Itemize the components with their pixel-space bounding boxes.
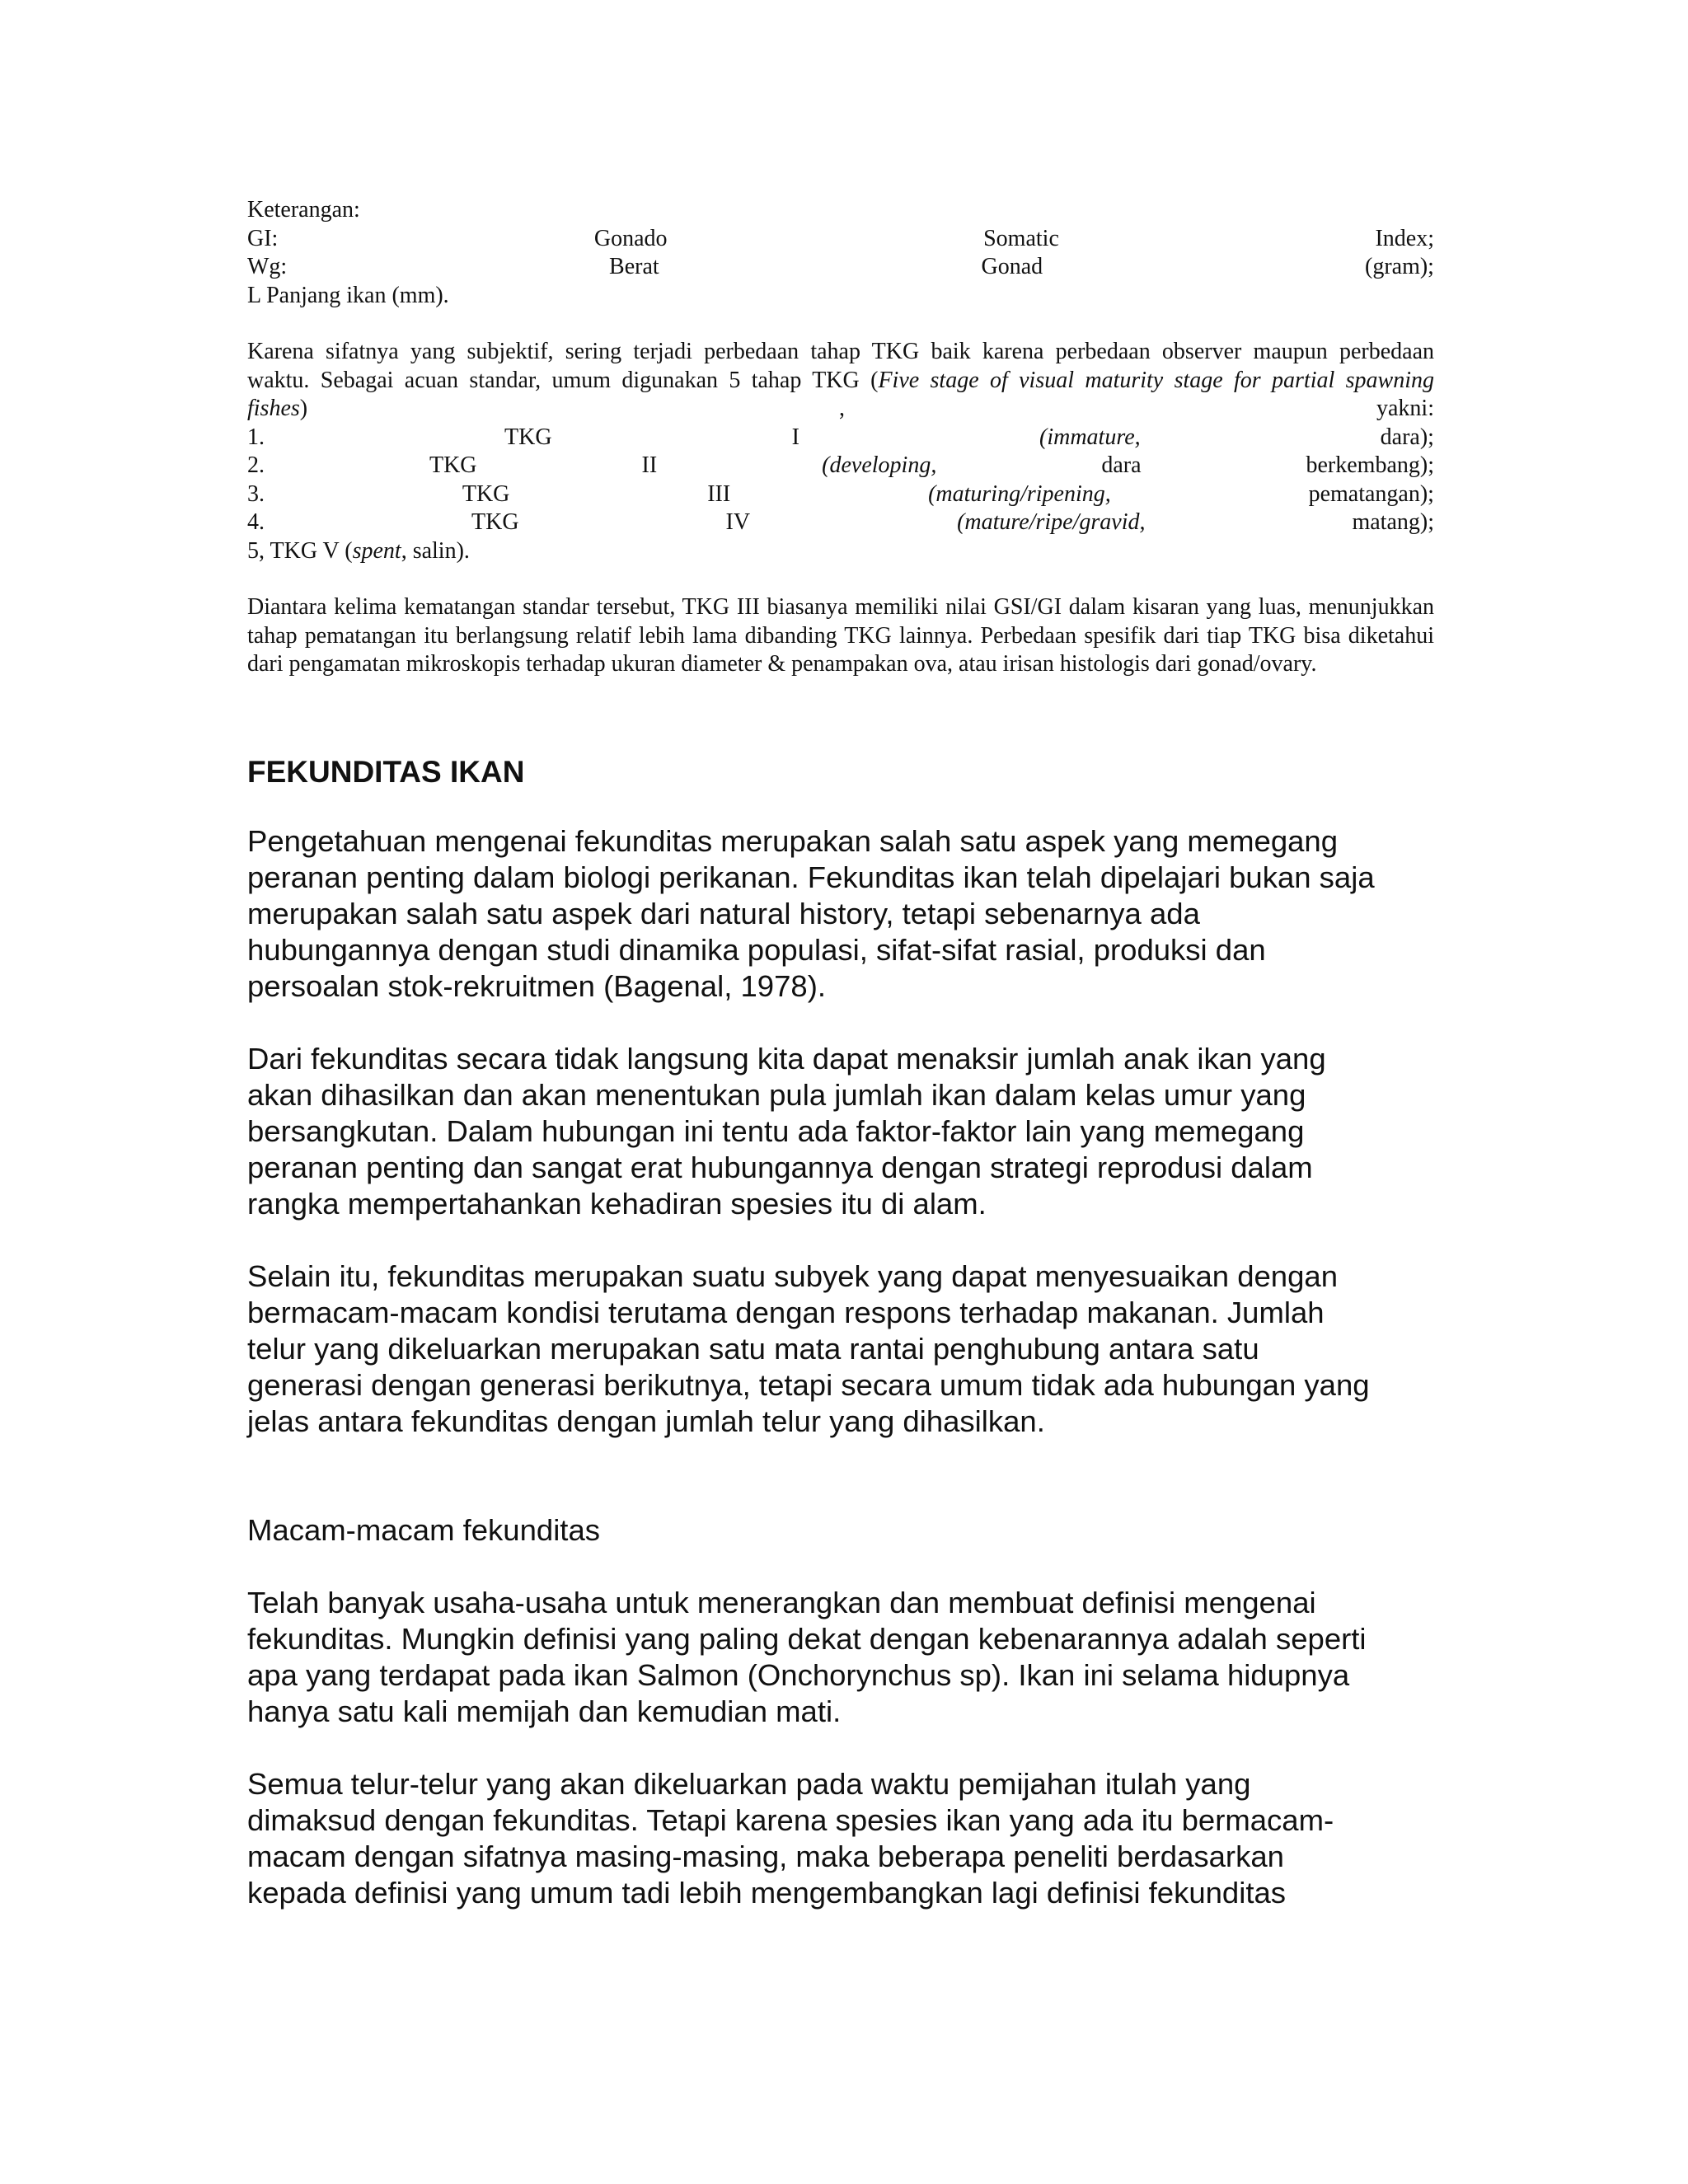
tkg-1-roman: I [791,424,799,450]
p2-line: Dari fekunditas secara tidak langsung kita dapat menaksir jumlah anak ikan yang [247,1041,1326,1076]
p5-line: Semua telur-telur yang akan dikeluarkan pada waktu pemijahan itulah yang [247,1766,1251,1801]
tkg-3-term: (maturing/ripening, [928,480,1111,507]
comma: , [839,396,846,421]
p2-line: rangka mempertahankan kehadiran spesies itu di alam. [247,1186,987,1221]
tkg-2-desc-1: dara [1101,452,1142,478]
paragraph-3 [247,1258,1434,1440]
tkg-4-desc: matang); [1352,509,1434,535]
wg-word-1: Berat [609,254,659,279]
p3-line: bermacam-macam kondisi terutama dengan respons terhadap makanan. Jumlah [247,1295,1325,1329]
p2-line: akan dihasilkan dan akan menentukan pula jumlah ikan dalam kelas umur yang [247,1077,1306,1112]
keterangan-title: Keterangan: [247,197,360,223]
tkg-3-word: TKG [462,480,510,507]
tkg-para-text-3a [247,395,307,424]
diantara-paragraph: Diantara kelima kematangan standar tersebut, TKG III biasanya memiliki nilai GSI/GI dalam kisaran yang luas, menunjukkan tahap pematangan itu berlangsung relatif lebih lama dibanding TKG lainnya. Perbedaan spesifik dari tiap TKG bisa diketahui dari pengamatan mikroskopis terhadap ukuran diameter & penampakan ova, atau irisan histologis dari gonad/ovary. [247,594,1434,677]
tkg-para-line-1 [247,338,1434,367]
p4-line: Telah banyak usaha-usaha untuk menerangkan dan membuat definisi mengenai [247,1585,1316,1619]
p5-line: macam dengan sifatnya masing-masing, maka beberapa peneliti berdasarkan [247,1839,1284,1873]
p1-line: hubungannya dengan studi dinamika populasi, sifat-sifat rasial, produksi dan [247,932,1266,967]
gi-label: GI: [247,225,279,251]
tkg-4-num: 4. [247,509,265,535]
p1-line: persoalan stok-rekruitmen (Bagenal, 1978). [247,968,826,1003]
fishes-italic: fishes [247,396,300,421]
wg-word-2: Gonad [981,254,1043,279]
wg-row [247,253,1434,282]
p3-line: Selain itu, fekunditas merupakan suatu subyek yang dapat menyesuaikan dengan [247,1258,1339,1293]
close-paren: ) [299,396,308,421]
tkg-3-desc: pematangan); [1308,480,1434,507]
wg-word-3: (gram); [1365,254,1434,279]
document-page [247,196,1434,1911]
p1-line: peranan penting dalam biologi perikanan. Fekunditas ikan telah dipelajari bukan saja [247,860,1375,894]
tkg-list-item-3 [247,480,1434,509]
tkg-2-num: 2. [247,452,265,478]
section-heading: FEKUNDITAS IKAN [247,754,525,789]
tkg-5-spent: spent [352,537,401,564]
tkg-block [247,338,1434,565]
p2-line: bersangkutan. Dalam hubungan ini tentu ada faktor-faktor lain yang memegang [247,1113,1305,1148]
gi-word-1: Gonado [593,225,668,251]
tkg-4-roman: IV [725,509,751,535]
tkg-list-item-1 [247,424,1434,452]
yakni: yakni: [1376,396,1434,421]
p3-line: generasi dengan generasi berikutnya, tetapi secara umum tidak ada hubungan yang [247,1367,1370,1402]
tkg-3-roman: III [707,480,731,507]
p5-line: kepada definisi yang umum tadi lebih mengembangkan lagi definisi fekunditas [247,1875,1287,1910]
tkg-list-item-5 [247,537,1434,566]
paragraph-5 [247,1766,1434,1911]
p4-line: hanya satu kali memijah dan kemudian mati. [247,1694,842,1728]
subheading: Macam-macam fekunditas [247,1512,601,1547]
tkg-para-line-3 [247,395,1434,424]
p1-line: merupakan salah satu aspek dari natural history, tetapi sebenarnya ada [247,896,1200,930]
tkg-2-roman: II [641,452,658,478]
tkg-3-num: 3. [247,480,265,507]
tkg-1-term: (immature, [1039,424,1141,450]
tkg-para-text-1: Karena sifatnya yang subjektif, sering terjadi perbedaan tahap TKG baik karena perbedaan observer maupun perbedaan [247,339,1434,364]
tkg-5-a: 5, TKG V ( [247,537,353,564]
p3-line: telur yang dikeluarkan merupakan satu mata rantai penghubung antara satu [247,1331,1259,1366]
tkg-1-num: 1. [247,424,265,450]
gi-word-2: Somatic [983,225,1059,251]
p2-line: peranan penting dan sangat erat hubungannya dengan strategi reprodusi dalam [247,1150,1313,1184]
tkg-2-term: (developing, [822,452,937,478]
p4-line: fekunditas. Mungkin definisi yang paling dekat dengan kebenarannya adalah seperti [247,1621,1367,1656]
tkg-4-term: (mature/ripe/gravid, [957,509,1146,535]
paragraph-4 [247,1585,1434,1730]
tkg-4-word: TKG [471,509,519,535]
tkg-1-word: TKG [504,424,552,450]
tkg-1-desc: dara); [1380,424,1434,450]
tkg-para-line-2 [247,367,1434,396]
gi-row [247,225,1434,254]
tkg-para-text-2b: Five stage of visual maturity stage for partial spawning [878,367,1434,393]
p4-line: apa yang terdapat pada ikan Salmon (Onchorynchus sp). Ikan ini selama hidupnya [247,1657,1350,1692]
p3-line: jelas antara fekunditas dengan jumlah telur yang dihasilkan. [247,1404,1045,1438]
paragraph-2 [247,1041,1434,1222]
wg-label: Wg: [247,254,288,279]
keterangan-block [247,196,1434,310]
p1-line: Pengetahuan mengenai fekunditas merupakan salah satu aspek yang memegang [247,823,1339,858]
tkg-2-desc-2: berkembang); [1306,452,1434,478]
p5-line: dimaksud dengan fekunditas. Tetapi karena spesies ikan yang ada itu bermacam- [247,1802,1334,1837]
tkg-2-word: TKG [429,452,477,478]
tkg-para-text-2a: waktu. Sebagai acuan standar, umum digunakan 5 tahap TKG ( [247,367,879,393]
tkg-5-c: , salin). [401,537,470,564]
gi-word-3: Index; [1375,225,1434,251]
paragraph-1 [247,823,1434,1005]
tkg-list-item-4 [247,509,1434,537]
l-line: L Panjang ikan (mm). [247,282,449,308]
tkg-list-item-2 [247,452,1434,480]
